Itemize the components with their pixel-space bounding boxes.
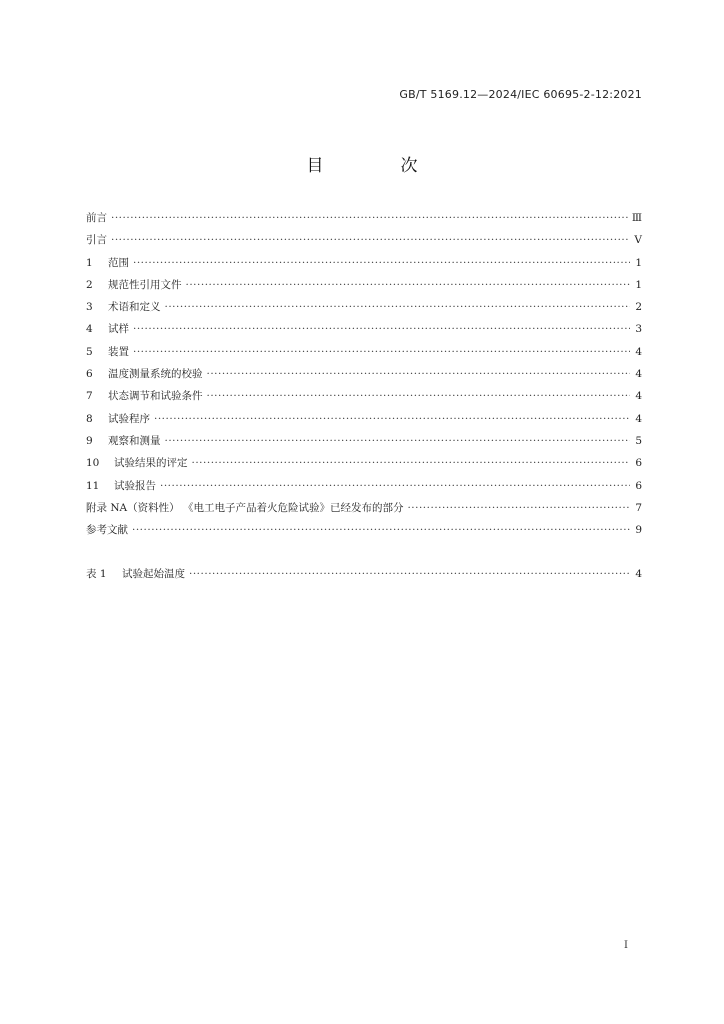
leader-dots [207, 385, 631, 407]
toc-entry-number: 5 [86, 345, 93, 358]
toc-entry-title: 试验程序 [108, 412, 150, 425]
leader-dots [407, 497, 630, 519]
leader-dots [165, 430, 631, 452]
leader-dots [186, 274, 631, 296]
leader-dots [189, 563, 630, 585]
toc-entry-11[interactable] [86, 475, 642, 497]
toc-entry-page: 3 [635, 323, 642, 336]
toc-entry-page: 4 [635, 368, 642, 381]
toc-entry-number: 7 [86, 390, 93, 403]
toc-entry-number: 1 [86, 256, 93, 269]
toc-entry-page: 4 [635, 390, 642, 403]
toc-entry-foreword[interactable] [86, 207, 642, 229]
toc-entry-7[interactable] [86, 385, 642, 407]
toc-entry-1[interactable] [86, 252, 642, 274]
toc-entry-page: 6 [635, 479, 642, 492]
toc-entry-title: 范围 [108, 256, 129, 269]
leader-dots [165, 296, 631, 318]
toc-entry-6[interactable] [86, 363, 642, 385]
toc-entry-number: 6 [86, 368, 93, 381]
toc-entry-number: 10 [86, 457, 100, 470]
table-page: 4 [635, 568, 642, 581]
leader-dots [192, 452, 631, 474]
toc-entry-title: 观察和测量 [108, 434, 161, 447]
toc-entry-title: 试样 [108, 323, 129, 336]
toc-entry-number: 2 [86, 278, 93, 291]
toc-entry-page: Ⅲ [631, 212, 642, 224]
toc-entry-title: 试验结果的评定 [114, 457, 188, 470]
toc-entry-page: 4 [635, 412, 642, 425]
leader-dots [207, 363, 631, 385]
section-gap [86, 541, 642, 563]
toc-entry-page: 7 [635, 501, 642, 514]
toc-entry-bibliography[interactable] [86, 519, 642, 541]
table-number: 表 1 [86, 568, 107, 581]
leader-dots [133, 318, 630, 340]
toc-entry-page: 2 [635, 301, 642, 314]
page-title: 目 次 [306, 156, 448, 176]
toc-entry-8[interactable] [86, 408, 642, 430]
toc-entry-title: 规范性引用文件 [108, 278, 182, 291]
leader-dots [154, 408, 630, 430]
toc-entry-page: Ⅴ [634, 234, 642, 247]
toc-entry-table-1[interactable] [86, 563, 642, 585]
toc-entry-title: 装置 [108, 345, 129, 358]
toc-entry-number: 8 [86, 412, 93, 425]
toc-entry-number: 11 [86, 479, 100, 492]
toc-entry-4[interactable] [86, 318, 642, 340]
toc-entry-page: 5 [635, 434, 642, 447]
toc-entry-title: 前言 [86, 212, 107, 224]
toc-entry-page: 6 [635, 457, 642, 470]
table-title: 试验起始温度 [122, 568, 185, 581]
toc-entry-page: 9 [635, 524, 642, 537]
standard-code: GB/T 5169.12—2024/IEC 60695-2-12:2021 [399, 88, 642, 101]
leader-dots [160, 475, 630, 497]
toc-entry-2[interactable] [86, 274, 642, 296]
toc-entry-annex-na[interactable] [86, 497, 642, 519]
toc-entry-title: 引言 [86, 234, 107, 247]
toc-entry-title: 术语和定义 [108, 301, 161, 314]
toc-entry-5[interactable] [86, 341, 642, 363]
table-of-contents [86, 207, 642, 586]
toc-entry-title: 状态调节和试验条件 [108, 390, 203, 403]
toc-entry-number: 9 [86, 434, 93, 447]
leader-dots [111, 229, 630, 251]
toc-entry-title: 参考文献 [86, 524, 128, 537]
toc-entry-title: 附录 NA（资料性） 《电工电子产品着火危险试验》已经发布的部分 [86, 501, 404, 514]
leader-dots [111, 207, 628, 229]
toc-entry-number: 3 [86, 301, 93, 314]
toc-entry-9[interactable] [86, 430, 642, 452]
toc-entry-3[interactable] [86, 296, 642, 318]
toc-entry-number: 4 [86, 323, 93, 336]
toc-entry-page: 4 [635, 345, 642, 358]
leader-dots [133, 341, 630, 363]
toc-entry-page: 1 [635, 278, 642, 291]
toc-entry-introduction[interactable] [86, 229, 642, 251]
toc-entry-title: 试验报告 [114, 479, 156, 492]
leader-dots [132, 519, 630, 541]
leader-dots [133, 252, 630, 274]
toc-entry-title: 温度测量系统的校验 [108, 368, 203, 381]
page-number: Ⅰ [624, 940, 628, 951]
toc-entry-10[interactable] [86, 452, 642, 474]
toc-entry-page: 1 [635, 256, 642, 269]
